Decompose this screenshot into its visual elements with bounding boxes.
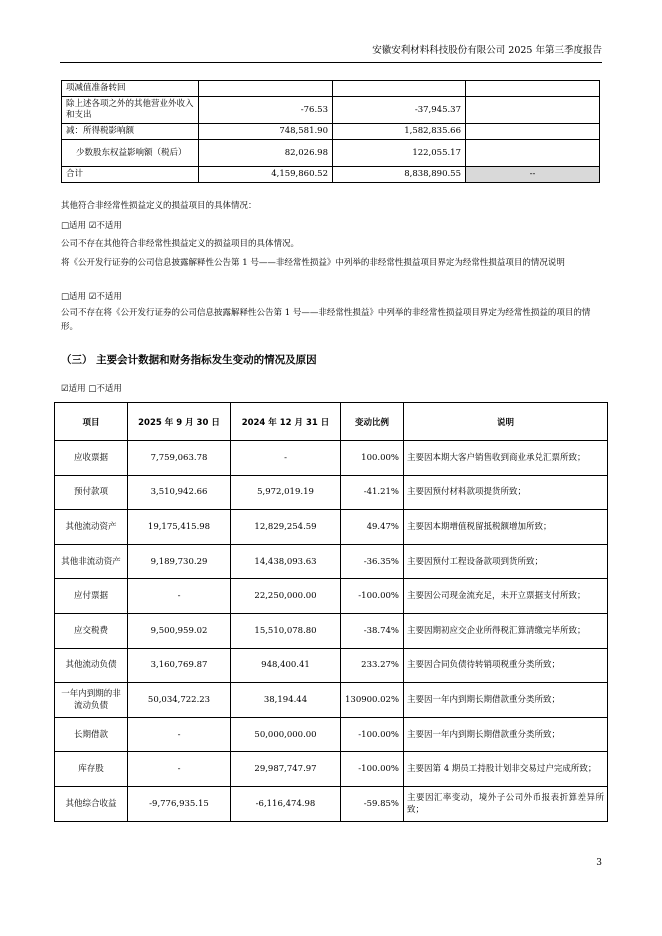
cell-value-2024: -6,116,474.98 <box>231 786 341 821</box>
cell-explanation: 主要因本期大客户销售收到商业承兑汇票所致； <box>404 441 608 476</box>
page-header <box>60 44 602 63</box>
section-heading: （三） 主要会计数据和财务指标发生变动的情况及原因 <box>61 354 317 366</box>
cell-change-ratio: 233.27% <box>341 648 404 683</box>
cell-value: 748,581.90 <box>199 124 333 140</box>
cell-value-2024: 14,438,093.63 <box>231 544 341 579</box>
cell-explanation: 主要因本期增值税留抵税额增加所致； <box>404 510 608 545</box>
cell-value <box>466 97 600 124</box>
cell-change-ratio: -100.00% <box>341 717 404 752</box>
cell-explanation: 主要因公司现金流充足，未开立票据支付所致； <box>404 579 608 614</box>
column-header: 2025 年 9 月 30 日 <box>128 403 231 441</box>
cell-value-2024: 29,987,747.97 <box>231 752 341 787</box>
table-row <box>55 544 608 579</box>
cell-value: 8,838,890.55 <box>333 167 466 183</box>
cell-change-ratio: 130900.02% <box>341 683 404 718</box>
cell-value-2025: 9,189,730.29 <box>128 544 231 579</box>
cell-value: -37,945.37 <box>333 97 466 124</box>
cell-explanation: 主要因一年内到期长期借款重分类所致； <box>404 717 608 752</box>
column-header: 项目 <box>55 403 128 441</box>
table-row <box>55 475 608 510</box>
cell-value-2024: 12,829,254.59 <box>231 510 341 545</box>
row-label: 合计 <box>62 167 199 183</box>
cell-value-2024: 50,000,000.00 <box>231 717 341 752</box>
table-header-row <box>55 403 608 441</box>
table-row <box>55 613 608 648</box>
cell-value-2024: 38,194.44 <box>231 683 341 718</box>
table-row <box>55 786 608 821</box>
paragraph: 将《公开发行证券的公司信息披露解释性公告第 1 号——非经常性损益》中列举的非经常性损益项目界定为经常性损益项目的情况说明 <box>61 258 565 268</box>
row-item: 库存股 <box>55 752 128 787</box>
row-label: 少数股东权益影响额（税后） <box>62 140 199 167</box>
paragraph: 其他符合非经常性损益定义的损益项目的具体情况： <box>61 201 257 211</box>
row-item: 长期借款 <box>55 717 128 752</box>
cell-value-2025: -9,776,935.15 <box>128 786 231 821</box>
cell-value <box>466 140 600 167</box>
financial-changes-table <box>54 402 608 822</box>
table-row <box>55 648 608 683</box>
cell-value <box>466 81 600 97</box>
cell-value-2024: 22,250,000.00 <box>231 579 341 614</box>
cell-value-2025: 19,175,415.98 <box>128 510 231 545</box>
cell-explanation: 主要因预付材料款项提货所致； <box>404 475 608 510</box>
cell-value-2025: - <box>128 752 231 787</box>
cell-value <box>199 81 333 97</box>
cell-value: 82,026.98 <box>199 140 333 167</box>
table-row <box>62 97 600 124</box>
paragraph: 公司不存在将《公开发行证券的公司信息披露解释性公告第 1 号——非经常性损益》中列举的非经常性损益项目界定为经常性损益的项目的情形。 <box>61 308 591 332</box>
cell-value <box>333 81 466 97</box>
row-item: 应付票据 <box>55 579 128 614</box>
non-recurring-gains-table <box>61 80 600 183</box>
cell-value-2024: - <box>231 441 341 476</box>
cell-value-2025: 3,510,942.66 <box>128 475 231 510</box>
cell-change-ratio: 100.00% <box>341 441 404 476</box>
page-number: 3 <box>596 858 602 868</box>
row-item: 其他非流动资产 <box>55 544 128 579</box>
cell-value-2024: 15,510,078.80 <box>231 613 341 648</box>
row-label: 减：所得税影响额 <box>62 124 199 140</box>
column-header: 说明 <box>404 403 608 441</box>
row-item: 一年内到期的非流动负债 <box>55 683 128 718</box>
table-row <box>62 81 600 97</box>
cell-change-ratio: 49.47% <box>341 510 404 545</box>
applicability-checkbox: ☑适用 □不适用 <box>61 384 122 394</box>
table-row <box>55 510 608 545</box>
cell-value: 1,582,835.66 <box>333 124 466 140</box>
cell-change-ratio: -41.21% <box>341 475 404 510</box>
cell-explanation: 主要因期初应交企业所得税汇算清缴完毕所致； <box>404 613 608 648</box>
cell-value <box>466 124 600 140</box>
table-row <box>55 683 608 718</box>
report-title: 安徽安利材料科技股份有限公司 2025 年第三季度报告 <box>372 45 602 56</box>
table-row <box>62 140 600 167</box>
table-row <box>55 752 608 787</box>
cell-value-2025: 9,500,959.02 <box>128 613 231 648</box>
cell-change-ratio: -59.85% <box>341 786 404 821</box>
column-header: 2024 年 12 月 31 日 <box>231 403 341 441</box>
row-item: 其他流动负债 <box>55 648 128 683</box>
cell-value-2025: 50,034,722.23 <box>128 683 231 718</box>
cell-change-ratio: -38.74% <box>341 613 404 648</box>
row-item: 预付款项 <box>55 475 128 510</box>
cell-explanation: 主要因一年内到期长期借款重分类所致； <box>404 683 608 718</box>
cell-change-ratio: -100.00% <box>341 752 404 787</box>
cell-value: 122,055.17 <box>333 140 466 167</box>
cell-value-2024: 5,972,019.19 <box>231 475 341 510</box>
cell-value-2025: 3,160,769.87 <box>128 648 231 683</box>
paragraph: 公司不存在其他符合非经常性损益定义的损益项目的具体情况。 <box>61 239 300 249</box>
cell-value-2025: - <box>128 579 231 614</box>
cell-value-2025: - <box>128 717 231 752</box>
table-row <box>55 579 608 614</box>
applicability-checkbox: □适用 ☑不适用 <box>61 221 122 231</box>
table-row-total <box>62 167 600 183</box>
row-item: 应交税费 <box>55 613 128 648</box>
row-label: 项减值准备转回 <box>62 81 199 97</box>
cell-explanation: 主要因合同负债待转销项税重分类所致； <box>404 648 608 683</box>
cell-explanation: 主要因预付工程设备款项到货所致； <box>404 544 608 579</box>
cell-change-ratio: -36.35% <box>341 544 404 579</box>
cell-value-2025: 7,759,063.78 <box>128 441 231 476</box>
table-row <box>55 717 608 752</box>
cell-value-2024: 948,400.41 <box>231 648 341 683</box>
row-item: 应收票据 <box>55 441 128 476</box>
cell-value: -- <box>466 167 600 183</box>
row-item: 其他流动资产 <box>55 510 128 545</box>
applicability-checkbox: □适用 ☑不适用 <box>61 292 122 302</box>
cell-value: 4,159,860.52 <box>199 167 333 183</box>
table-body <box>55 441 608 822</box>
row-label: 除上述各项之外的其他营业外收入和支出 <box>62 97 199 124</box>
cell-explanation: 主要因汇率变动，境外子公司外币报表折算差异所致； <box>404 786 608 821</box>
row-item: 其他综合收益 <box>55 786 128 821</box>
table-row <box>62 124 600 140</box>
cell-value: -76.53 <box>199 97 333 124</box>
column-header: 变动比例 <box>341 403 404 441</box>
cell-explanation: 主要因第 4 期员工持股计划非交易过户完成所致； <box>404 752 608 787</box>
table-row <box>55 441 608 476</box>
cell-change-ratio: -100.00% <box>341 579 404 614</box>
